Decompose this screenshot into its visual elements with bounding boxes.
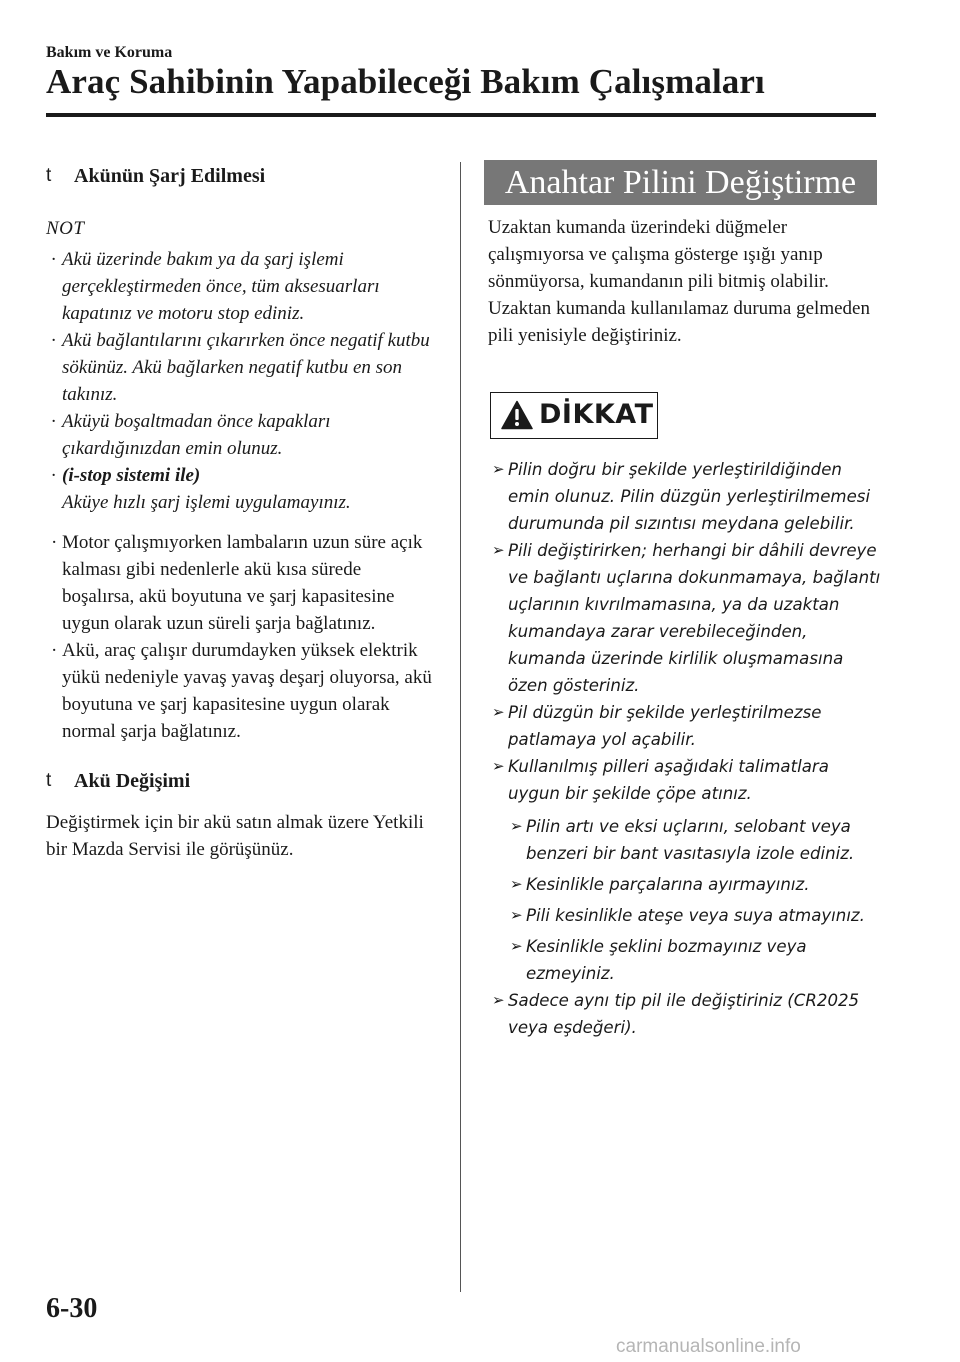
arrow-right-icon: ➢ [492,703,505,721]
caution-item: ➢ Sadece aynı tip pil ile değiştiriniz (CR2025 veya eşdeğeri). [492,987,884,1041]
caution-item: ➢ Pili değiştirirken; herhangi bir dâhili devreye ve bağlantı uçlarına dokunmamaya, bağlantı uçlarının kıvrılmamasına, ya da uzaktan kumandaya zarar verebileceğinden, kumanda üzerinde kirlilik oluşmamasına özen gösteriniz. [492,537,884,699]
note-item: · Akü bağlantılarını çıkarırken önce negatif kutbu sökünüz. Akü bağlarken negatif kutbu en son takınız. [46,327,438,408]
arrow-right-icon: ➢ [492,460,505,478]
arrow-right-icon: ➢ [510,937,523,955]
note-item-istop [46,462,438,516]
bullet-dot-icon: · [51,640,58,661]
battery-charging-heading [46,160,438,192]
battery-replacement-heading [46,765,438,797]
section-banner: Anahtar Pilini Değiştirme [484,160,877,205]
section-marker-icon: t [46,770,52,791]
caution-item: ➢ Pilin doğru bir şekilde yerleştirildiğinden emin olunuz. Pilin düzgün yerleştirilmemesi durumunda pil sızıntısı meydana gelebilir. [492,456,884,537]
page-title: Araç Sahibinin Yapabileceği Bakım Çalışmaları [46,62,765,101]
bullet-dot-icon: · [51,465,56,486]
left-column [46,160,438,863]
intro-paragraph: Uzaktan kumanda üzerindeki düğmeler çalışmıyorsa ve çalışma gösterge ışığı yanıp sönmüyorsa, kumandanın pili bitmiş olabilir. [488,217,829,292]
arrow-right-icon: ➢ [492,541,505,559]
istop-text: Aküye hızlı şarj işlemi uygulamayınız. [62,492,351,513]
caution-label: DİKKAT [539,399,654,430]
list-item: · Akü, araç çalışır durumdayken yüksek elektrik yükü nedeniyle yavaş yavaş deşarj oluyorsa, akü boyutuna ve şarj kapasitesine uygun olarak normal şarja bağlatınız. [46,637,438,745]
section-marker-icon: t [46,165,52,186]
battery-replacement-text: Değiştirmek için bir akü satın almak üzere Yetkili bir Mazda Servisi ile görüşünüz. [46,812,424,860]
disposal-item: ➢ Kesinlikle şeklini bozmayınız veya ezmeyiniz. [492,933,884,987]
note-title: NOT [46,218,85,239]
disposal-item: ➢ Pili kesinlikle ateşe veya suya atmayınız. [492,902,884,929]
watermark: carmanualsonline.info [616,1336,801,1357]
bullet-dot-icon: · [51,249,56,270]
list-item: · Motor çalışmıyorken lambaların uzun süre açık kalması gibi nedenlerle akü kısa sürede boşalırsa, akü boyutuna ve şarj kapasitesine uygun olarak uzun süreli şarja bağlatınız. [46,529,438,637]
caution-item: ➢ Pil düzgün bir şekilde yerleştirilmezse patlamaya yol açabilir. [492,699,884,753]
intro-paragraph: Uzaktan kumanda kullanılamaz duruma gelmeden pili yenisiyle değiştiriniz. [488,298,870,346]
disposal-item: ➢ Kesinlikle parçalarına ayırmayınız. [492,871,884,898]
arrow-right-icon: ➢ [510,875,523,893]
battery-charging-heading-text: Akünün Şarj Edilmesi [74,165,266,187]
bullet-dot-icon: · [51,532,58,553]
disposal-item: ➢ Pilin artı ve eksi uçlarını, selobant veya benzeri bir bant vasıtasıyla izole ediniz. [492,813,884,867]
bullet-dot-icon: · [51,330,56,351]
caution-item: ➢ Kullanılmış pilleri aşağıdaki talimatlara uygun bir şekilde çöpe atınız. [492,753,884,807]
caution-box [490,392,658,439]
istop-label: (i-stop sistemi ile) [62,465,201,486]
battery-replacement-heading-text: Akü Değişimi [74,770,191,792]
warning-triangle-icon [501,400,533,430]
column-divider [460,162,461,1292]
intro-text [488,214,880,349]
page-number: 6-30 [46,1293,98,1324]
arrow-right-icon: ➢ [510,817,523,835]
note-item: · Aküyü boşaltmadan önce kapakları çıkardığınızdan emin olunuz. [46,408,438,462]
section-label: Bakım ve Koruma [46,44,173,61]
info-bullet-list [46,529,438,745]
arrow-right-icon: ➢ [492,757,505,775]
arrow-right-icon: ➢ [492,991,505,1009]
bullet-dot-icon: · [51,411,56,432]
note-list [46,246,438,516]
header-rule [46,113,876,117]
note-item: · Akü üzerinde bakım ya da şarj işlemi gerçekleştirmeden önce, tüm aksesuarları kapatınız ve motoru stop ediniz. [46,246,438,327]
caution-list [492,456,884,1041]
arrow-right-icon: ➢ [510,906,523,924]
